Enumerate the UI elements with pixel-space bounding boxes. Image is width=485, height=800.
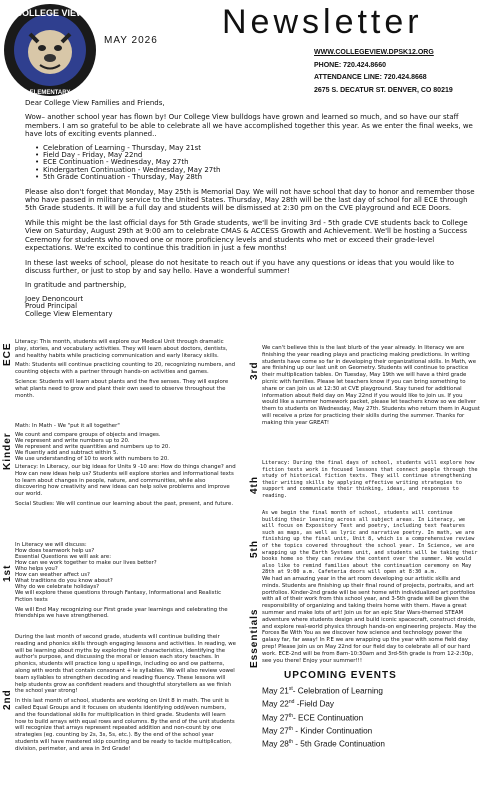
issue-date: MAY 2026 (104, 35, 158, 46)
upcoming-events-list (262, 684, 385, 751)
event-day-suffix: th (288, 725, 294, 732)
first-texts: We will explore these questions through Fantasy, Informational and Realistic Fiction texts (15, 590, 222, 603)
phone-number: PHONE: 720.424.8660 (314, 61, 386, 69)
signature-block (25, 296, 480, 318)
event-day-suffix: nd (288, 699, 295, 706)
upcoming-event-item (262, 697, 385, 710)
section-kinder (15, 423, 237, 511)
signature-school: College View Elementary (25, 309, 113, 318)
section-essentials (262, 576, 480, 667)
event-day-suffix: th (288, 739, 294, 746)
section-ece (15, 339, 237, 402)
event-day: May 27 (262, 713, 289, 723)
event-day-suffix: th (288, 712, 294, 719)
essentials-text: We had an amazing year in the art room developing our artistic skills and minds. Students are finishing up their final round of projects, portraits, and art portfolios. Kinder-2nd grade will be sent home with individualized art portfolios with all of their work from this school year, and 3-5th grade will be given the responsibility of organizing and taking theirs home with them. Have a great summer and make lots of art! Join us for an epic Star Wars-themed STEAM adventure where students design and build iconic spacecraft, construct droids, and explore real-world physics through hands-on engineering projects. May the Forces Be With You as we discover how science and technology power the galaxy far, far away! In P.E we are wrapping up the year with some field day prep! Please join us on May 22nd for our field day to celebrate all of our hard work. ECE-2nd will be from 8am-10:30am and 3rd-5th grade is from 12-2:30p, see you there! Enjoy your summer!!! (262, 576, 477, 664)
school-address: 2675 S. DECATUR ST. DENVER, CO 80219 (314, 86, 453, 94)
label-essentials: Essentials (249, 608, 260, 668)
logo-text-side: ELEMENTARY (29, 90, 71, 96)
event-day: May 22 (262, 700, 289, 710)
fifth-text: As we begin the final month of school, students will continue building their learning across all subject areas. In Literacy, we will focus on Expository Text and poetry, including text features such as maps, as well as lyric and narrative poetry. In math, we are finishing up the final unit, Unit 8, which is a comprehensive review of the topics covered throughout the school year. In Science, we are wrapping up the Earth Systems unit, and students will be taking their books home so they can review the content over the summer. We would also like to remind families about the continuation ceremony on May 28th at 9:00 a.m. Cafeteria doors will open at 8:30 a.m. (262, 510, 478, 576)
kinder-social-studies: Social Studies: We will continue our learning about the past, present, and future. (15, 500, 234, 507)
kinder-literacy: Literacy: In Literacy, our big ideas for Units 9 -10 are: How do things change? and How can new ideas help us? Students will explore stories and informational texts to learn about changes in people, nature, and communities, while also discovering how creativity and new ideas can help solve problems and improve our world. (15, 464, 236, 498)
first-line: How can we work together to make our lives better? (15, 560, 157, 566)
upcoming-events-title: UPCOMING EVENTS (284, 670, 397, 681)
event-item: • ECE Continuation - Wednesday, May 27th (35, 159, 480, 166)
first-line: How can weather affect us? (15, 572, 90, 578)
event-text: -Field Day (294, 700, 335, 710)
ece-literacy: Literacy: This month, students will explore our Medical Unit through dramatic play, stories, and vocabulary activities. They will learn about doctors, dentists, and healthy habits while practicing communication and early literacy skills. (15, 339, 228, 359)
logo-text-top: COLLEGE VIEW (15, 8, 85, 18)
letter-closing: In gratitude and partnership, (25, 281, 127, 290)
second-math: In this last month of school, students are working on Unit 8 in math. The unit is called Equal Groups and it focuses on students identifying odd/even numbers, and the foundational skills for multiplication in third grade. Students will learn how to build arrays with equal rows and columns. By the end of the unit students will recognize that arrays represent repeated addition and non-count by one strategies (eg. counting by 2s, 3s, 5s, etc.). By the end of the school year students will have mastered skip counting and be ready to tackle multiplication, division, perimeter, and area in 3rd Grade! (15, 698, 235, 752)
event-day: May 21 (262, 686, 289, 696)
upcoming-event-item (262, 724, 385, 737)
label-first: 1st (2, 564, 13, 582)
ece-science: Science: Students will learn about plants and the five senses. They will explore what plants need to grow and plant their own seed to observe throughout the month. (15, 378, 229, 399)
letter-paragraph: While this might be the last official days for 5th Grade students, we'll be inviting 3rd - 5th grade CVE students back to College View on Saturday, August 29th at 9:00 am to celebrate CMAS & ACCESS Growth and Achievement. We'll be hosting a Success Ceremony for students who moved one or more proficiency levels and students who met or exceed their grade-level expectations. We're excited to continue this tradition in just a few months! (25, 218, 468, 253)
event-text: - 5th Grade Continuation (293, 740, 385, 750)
kinder-line: We use understanding of 10 to work with numbers to 20. (15, 456, 169, 462)
event-list (35, 145, 480, 182)
first-line: Essential Questions we will ask are: (15, 554, 112, 560)
letter-paragraph: Wow– another school year has flown by! Our College View bulldogs have grown and learned so much, and so have our staff members. I am so grateful to be able to celebrate all we have accomplished together this year. As we enter the final weeks, we have lots of exciting events planned.. (25, 113, 473, 139)
label-kinder: Kinder (2, 432, 13, 470)
fourth-text: Literacy: During the final days of school, students will explore how fiction texts work in focused lessons that connect people through the study of historical fiction texts. They will continue strengthening their writing skills by applying effective writing strategies to support and communicate their thinking, ideas, and responses to reading. (262, 460, 478, 499)
school-logo (2, 2, 98, 98)
first-line: Why do we celebrate holidays? (15, 584, 99, 590)
event-day-suffix: st (288, 686, 293, 692)
letter-greeting: Dear College View Families and Friends, (25, 99, 165, 107)
event-text: - ECE Continuation (293, 713, 364, 723)
kinder-math: Math: In Math - We "put it all together" (15, 423, 120, 429)
upcoming-event-item (262, 684, 385, 697)
label-third: 3rd (249, 361, 260, 380)
event-item: • 5th Grade Continuation - Thursday, May 28th (35, 174, 480, 181)
first-celebrate: We will End May recognizing our First grade year learnings and celebrating the friendships we have strengthened. (15, 606, 228, 620)
signature-title: Proud Principal (25, 302, 78, 311)
kinder-line: We fluently add and subtract within 5. (15, 450, 119, 456)
label-ece: ECE (2, 342, 13, 366)
label-second: 2nd (2, 689, 13, 710)
newsletter-title: Newsletter (222, 3, 423, 41)
section-fourth (262, 460, 480, 503)
third-text: We can't believe this is the last blurb of the year already. In literacy we are finishing the year reading plays and practicing making predictions. In writing students have come so far in developing their organizational skills. In Math, we are finishing up our last unit on Geometry. Students will continue to practice their multiplication tables. On Tuesday, May 19th we will have a third grade picnic with families. Please let teachers know if you can bring something to share or can join us at 12:30 at CVE playground. Stay tuned for additional information about field day on May 22nd if you would like to join us. If you would like a summer homework packet, please let teachers know so we deliver them to students on Wednesday, May 27th. Students who return them in August will receive a prize for practicing their skills during the summer. Thanks for making this year GREAT! (262, 345, 480, 426)
letter-paragraph: In these last weeks of school, please do not hesitate to reach out if you have any questions or ideas that you would like to discuss further, or just to stop by and say hello. Have a wonderful summer! (25, 258, 455, 275)
upcoming-event-item (262, 711, 385, 724)
section-fifth (262, 510, 480, 579)
kinder-line: We represent and write quantities and numbers up to 20. (15, 444, 171, 450)
website-link[interactable]: WWW.COLLEGEVIEW.DPSK12.ORG (314, 49, 434, 56)
event-item: • Field Day - Friday, May 22nd (35, 152, 480, 159)
section-second (15, 634, 237, 756)
label-fourth: 4th (249, 476, 260, 494)
first-line: How does teamwork help us? (15, 548, 95, 554)
section-third (262, 345, 480, 430)
kinder-line: We count and compare groups of objects and images. (15, 432, 161, 438)
label-fifth: 5th (249, 540, 260, 558)
event-item: • Kindergarten Continuation - Wednesday, May 27th (35, 167, 480, 174)
ece-math: Math: Students will continue practicing counting to 20, recognizing numbers, and counting objects with a partner through hands-on activities and games. (15, 362, 236, 376)
event-day: May 28 (262, 740, 289, 750)
section-first (15, 542, 237, 623)
signature-name: Joey Denoncourt (25, 294, 84, 303)
letter-paragraph: Please also don't forget that Monday, May 25th is Memorial Day. We will not have school that day to honor and remember those who have passed in military service to the United States. Thursday, May 28th will be the last day of school for all ECE through 5th Grade students. It will be a full day and students will be dismissed at 2:30 pm on the CVE playground and ECE Doors. (25, 187, 475, 213)
second-reading: During the last month of second grade, students will continue building their reading and phonics skills through engaging lessons and activities. In reading, we will be learning about myths by exploring their characteristics, identifying the author's purpose, and discussing the moral or lesson each story teaches. In phonics, students will practice long u spellings, including oo and ow patterns, along with words that contain consonant + le syllables. We will also review vowel team syllables to strengthen decoding and reading fluency. These lessons will help students grow as confident readers and thoughtful storytellers as we finish the school year strong! (15, 634, 236, 695)
event-item: • Celebration of Learning - Thursday, May 21st (35, 145, 480, 152)
principal-letter (25, 99, 480, 318)
first-line: Who helps you? (15, 566, 58, 572)
event-text: - Kinder Continuation (293, 726, 373, 736)
event-text: - Celebration of Learning (292, 686, 383, 696)
contact-info (314, 47, 453, 97)
event-day: May 27 (262, 726, 289, 736)
kinder-line: We represent and write numbers up to 20. (15, 438, 130, 444)
attendance-line: ATTENDANCE LINE: 720.424.8668 (314, 74, 427, 82)
upcoming-event-item (262, 737, 385, 750)
first-line: In Literacy we will discuss: (15, 542, 87, 548)
first-line: What traditions do you know about? (15, 578, 113, 584)
